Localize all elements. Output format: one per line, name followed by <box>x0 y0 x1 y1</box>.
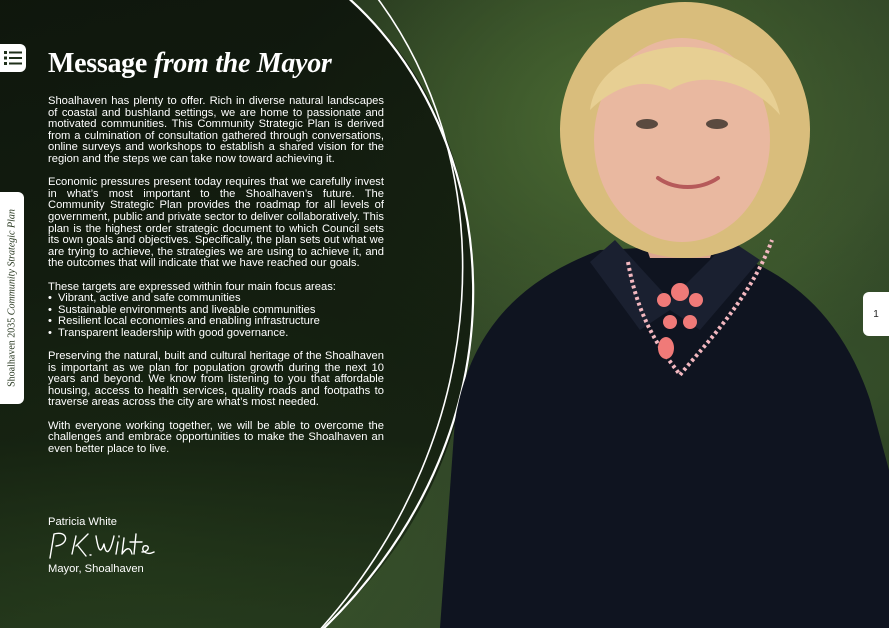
list-item: • Vibrant, active and safe communities <box>48 293 384 305</box>
handwritten-signature <box>46 528 156 562</box>
document-side-tab[interactable] <box>0 192 24 404</box>
side-tab-label: Shoalhaven 2035 Community Strategic Plan <box>6 209 18 387</box>
page-number-tab[interactable]: 1 <box>863 292 889 336</box>
paragraph: Preserving the natural, built and cultural heritage of the Shoalhaven is important as we plan for population growth during the next 10 years and beyond. We know from listening to you that affordable housing, access to health services, quality roads and footpaths to traverse areas across the city are what’s most needed. <box>48 350 384 409</box>
paragraph: Economic pressures present today requires that we carefully invest in what’s most important to the Shoalhaven’s future. The Community Strategic Plan provides the roadmap for all levels of government, public and private sector to deliver collaboratively. This plan is the highest order strategic document to which Council sets its own goals and objectives. Specifically, the plan sets out what we are trying to achieve, the strategies we are using to achieve it, and the outcomes that will indicate that we have reached our goals. <box>48 176 384 270</box>
paragraph: These targets are expressed within four main focus areas: <box>48 280 336 293</box>
paragraph: With everyone working together, we will be able to overcome the challenges and embrace opportunities to make the Shoalhaven an even better place to live. <box>48 419 384 455</box>
signatory-name: Patricia White <box>48 516 118 528</box>
menu-button[interactable] <box>0 44 26 72</box>
page-title: Message from the Mayor <box>48 48 332 79</box>
list-item: • Transparent leadership with good governance. <box>48 328 384 340</box>
list-item: • Sustainable environments and liveable communities <box>48 305 384 317</box>
message-body <box>48 96 384 467</box>
list-item: • Resilient local economies and enabling infrastructure <box>48 316 384 328</box>
list-icon <box>4 50 22 66</box>
paragraph: Shoalhaven has plenty to offer. Rich in diverse natural landscapes of coastal and bushland settings, we are home to passionate and motivated communities. This Community Strategic Plan is derived from a culmination of consultation gathered through conversations, online surveys and workshops to establish a shared vision for the region and the steps we can take now toward achieving it. <box>48 95 384 165</box>
signatory-role: Mayor, Shoalhaven <box>48 563 144 575</box>
mayor-portrait <box>400 0 889 628</box>
focus-area-list <box>48 293 384 339</box>
